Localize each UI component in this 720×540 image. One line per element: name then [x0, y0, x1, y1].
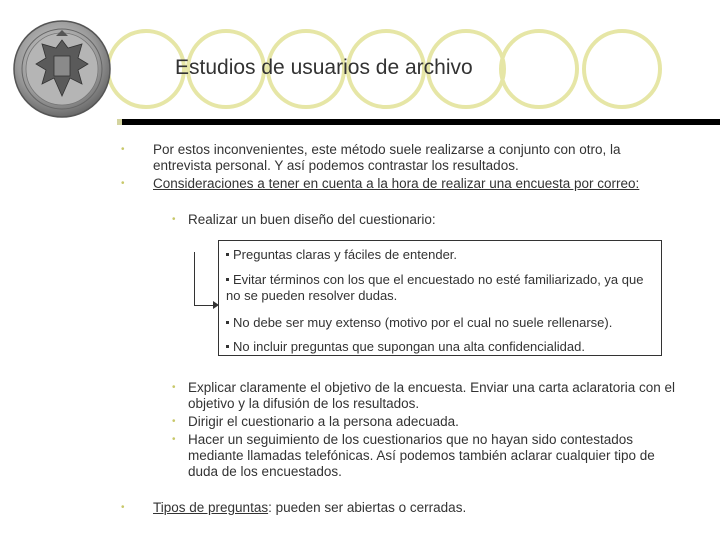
bullet-item: • Por estos inconvenientes, este método suele realizarse a conjunto con otro, la entrevista personal. Y así podemos contrastar los resultados.	[121, 142, 621, 173]
bullet-dot-icon: •	[121, 144, 125, 155]
box-item: No incluir preguntas que supongan una alta confidencialidad.	[226, 339, 656, 355]
square-bullet-icon	[226, 321, 229, 324]
sub-bullet-item: • Dirigir el cuestionario a la persona adecuada.	[172, 414, 459, 429]
box-item: Evitar términos con los que el encuestado no esté familiarizado, ya que no se pueden resolver dudas.	[226, 272, 644, 303]
title-rule	[122, 119, 720, 125]
bullet-dot-icon: •	[172, 214, 176, 225]
bullet-dot-icon: •	[172, 382, 176, 393]
bullet-item: • Consideraciones a tener en cuenta a la hora de realizar una encuesta por correo:	[121, 176, 640, 191]
square-bullet-icon	[226, 253, 229, 256]
page-title: Estudios de usuarios de archivo	[175, 56, 473, 79]
question-types-link[interactable]: Tipos de preguntas	[153, 500, 269, 515]
decor-circle-7	[582, 29, 662, 109]
box-item: No debe ser muy extenso (motivo por el cual no suele rellenarse).	[226, 315, 656, 331]
sub-bullet-item: • Hacer un seguimiento de los cuestionarios que no hayan sido contestados mediante llamadas telefónicas. Así podemos también aclarar cualquier tipo de duda de los encuestados.	[172, 432, 655, 479]
square-bullet-icon	[226, 345, 229, 348]
bullet-dot-icon: •	[121, 178, 125, 189]
sub-bullet-item: • Realizar un buen diseño del cuestionario:	[172, 212, 436, 227]
bullet-dot-icon: •	[172, 434, 176, 445]
arrow-line-vertical	[194, 252, 195, 305]
bullet-dot-icon: •	[172, 416, 176, 427]
bullet-item: • Tipos de preguntas: pueden ser abiertas o cerradas.	[121, 500, 467, 515]
arrow-line-horizontal	[194, 305, 214, 306]
decor-circle-1	[106, 29, 186, 109]
sub-bullet-item: • Explicar claramente el objetivo de la encuesta. Enviar una carta aclaratoria con el objetivo y la difusión de los resultados.	[172, 380, 676, 411]
decor-circle-6	[499, 29, 579, 109]
box-item: Preguntas claras y fáciles de entender.	[226, 247, 656, 263]
university-seal-icon	[12, 18, 112, 120]
square-bullet-icon	[226, 278, 229, 281]
bullet-dot-icon: •	[121, 502, 125, 513]
